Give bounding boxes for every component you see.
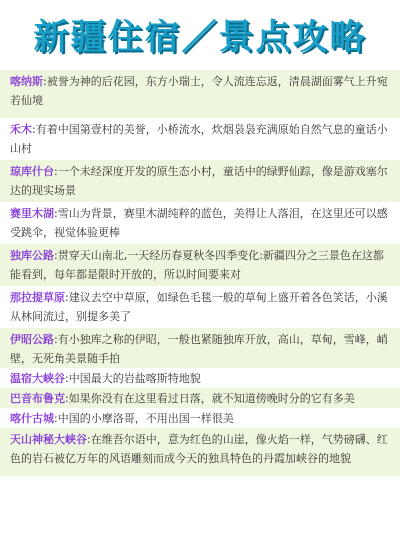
item-description: 中国的小摩洛哥，不用出国一样很美 [57,412,234,425]
list-item [0,328,400,368]
attraction-list [0,70,400,476]
item-separator: : [54,412,58,425]
item-separator: : [54,249,58,262]
item-name: 天山神秘大峡谷 [10,433,87,446]
list-item [0,428,400,476]
list-item [0,118,400,160]
list-item [0,160,400,202]
list-item [0,368,400,388]
item-name: 那拉提草原 [10,291,65,304]
item-description: 有着中国第壹村的美誉，小桥流水，炊烟袅袅充满原始自然气息的童话小山村 [10,123,388,155]
item-name: 喀什古城 [10,412,54,425]
list-item [0,70,400,118]
item-description: 被誉为神的后花园，东方小瑞士，令人流连忘返，清晨湖面雾气上升宛若仙境 [10,75,388,107]
list-item [0,408,400,428]
item-description: 贯穿天山南北,一天经历春夏秋冬四季变化:新疆四分之三景色在这都能看到，每年都是限时开放的，所以时间要来对 [10,249,384,281]
item-name: 巴音布鲁克 [10,392,65,405]
item-description: 如果你没有在这里看过日落，就不知道傍晚时分的它有多美 [68,392,355,405]
item-description: 中国最大的岩盐喀斯特地貌 [68,372,201,385]
item-description: 有小独库之称的伊昭，一般也紧随独库开放，高山，草甸，雪峰，峭壁，无死角美景随手拍 [10,333,388,365]
item-description: 一个未经深度开发的原生态小村，童话中的绿野仙踪，像是游戏塞尔达的现实场景 [10,165,388,197]
list-item [0,286,400,328]
item-separator: : [54,207,58,220]
item-name: 琼库什台 [10,165,54,178]
item-description: 建议去空中草原，如绿色毛毯一般的草甸上盛开着各色笑话，小溪从林间流过，别提多美了 [10,291,388,323]
list-item [0,388,400,408]
item-separator: : [54,333,58,346]
item-name: 独库公路 [10,249,54,262]
list-item [0,202,400,244]
item-separator: : [65,291,69,304]
item-separator: : [54,165,58,178]
item-name: 温宿大峡谷 [10,372,65,385]
item-separator: : [32,123,36,136]
list-item [0,244,400,286]
item-name: 禾木 [10,123,32,136]
item-description: 雪山为背景，赛里木湖纯粹的蓝色，美得让人落泪，在这里还可以感受跳伞，视觉体验更棒 [10,207,388,239]
item-separator: : [87,433,91,446]
item-name: 伊昭公路 [10,333,54,346]
item-separator: : [65,372,69,385]
item-separator: : [65,392,69,405]
item-name: 赛里木湖 [10,207,54,220]
item-name: 喀纳斯 [10,75,43,88]
item-description: 在维吾尔语中，意为红色的山崖，像火焰一样，气势磅礴、红色的岩石被亿万年的风语雕刻而成今天的独具特色的丹霞加峡谷的地貌 [10,433,388,465]
page-title: 新疆住宿／景点攻略 [33,18,367,58]
item-separator: : [43,75,47,88]
